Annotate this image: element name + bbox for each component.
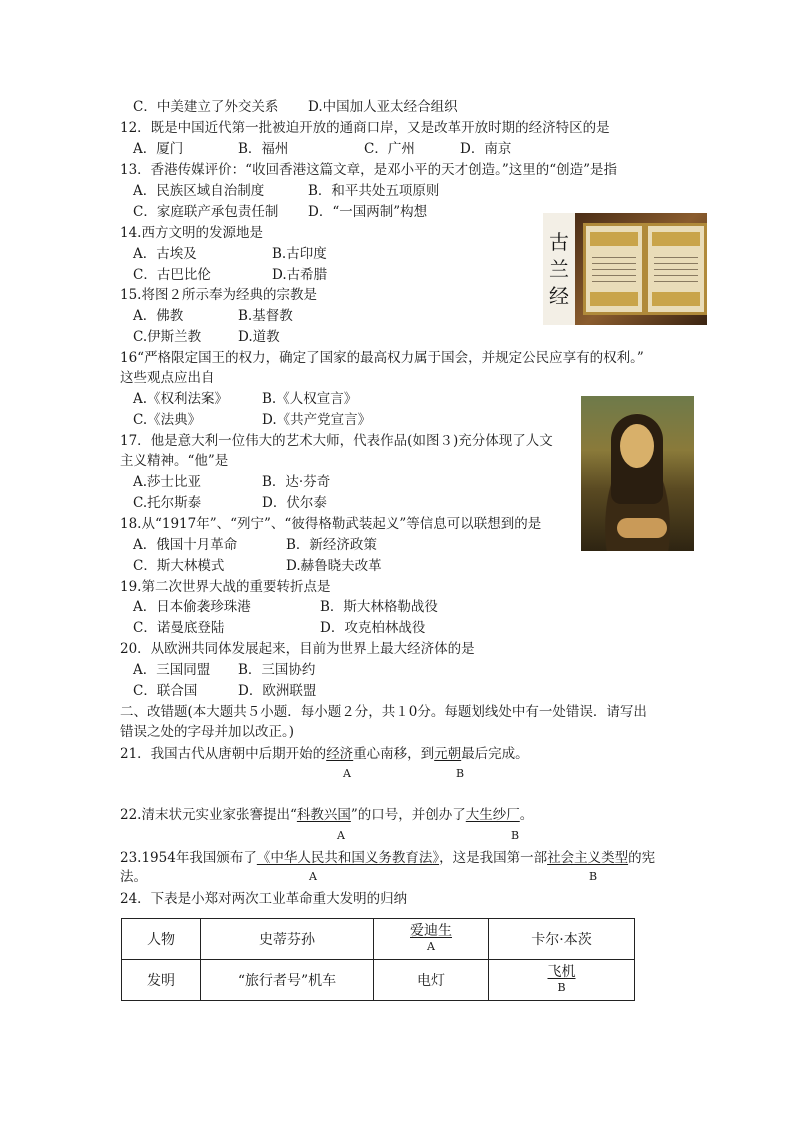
q12-stem: 12．既是中国近代第一批被迫开放的通商口岸，又是改革开放时期的经济特区的是 [120, 120, 610, 136]
q12-option-c: C．广州 [364, 141, 415, 157]
q21-underline-a: 经济 [326, 746, 354, 762]
q11-option-d: D.中国加人亚太经合组织 [308, 99, 458, 115]
q13-option-a: A．民族区域自治制度 [133, 183, 265, 199]
q16-stem-line1: 16“严格限定国王的权力，确定了国家的最高权力属于国会，并规定公民应享有的权利。” [120, 350, 644, 366]
section2-heading-line1: 二、改错题(本大题共５小题．每小题２分，共１0分。每题划线处中有一处错误．请写出 [120, 704, 647, 720]
table-row [122, 960, 635, 1001]
quran-image [543, 213, 707, 325]
q16-stem-line2: 这些观点应出自 [120, 370, 215, 386]
q13-option-c: C．家庭联产承包责任制 [133, 204, 279, 220]
table-cell: 电灯 [374, 960, 489, 1001]
section2-heading-line2: 错误之处的字母并加以改正。) [120, 724, 295, 740]
table-cell: “旅行者号”机车 [201, 960, 374, 1001]
quran-label-char: 经 [549, 283, 569, 308]
inventions-table [121, 918, 635, 1001]
q19-option-b: B．斯大林格勒战役 [320, 599, 438, 615]
q17-option-c: C.托尔斯泰 [133, 495, 202, 511]
q18-option-b: B．新经济政策 [286, 537, 377, 553]
quran-label-char: 古 [549, 229, 569, 254]
table-cell: 飞机 B [489, 960, 635, 1001]
q22-underline-a: 科教兴国 [296, 807, 351, 823]
q23-underline-b: 社会主义类型 [547, 850, 629, 866]
q19-option-a: A．日本偷袭珍珠港 [133, 599, 251, 615]
q16-option-a: A.《权利法案》 [133, 391, 229, 407]
q22-stem: 22.清末状元实业家张謇提出“科教兴国”的口号，并创办了大生纱厂。 [120, 807, 534, 823]
q14-option-b: B.古印度 [272, 246, 327, 262]
q17-option-b: B．达·芬奇 [262, 474, 331, 490]
table-cell: 史蒂芬孙 [201, 919, 374, 960]
q20-option-d: D．欧洲联盟 [238, 683, 317, 699]
q13-option-b: B．和平共处五项原则 [308, 183, 440, 199]
table-cell: 卡尔·本茨 [489, 919, 635, 960]
q23-mark-a: A [309, 870, 317, 883]
quran-book-illustration [575, 213, 707, 325]
q18-option-c: C．斯大林模式 [133, 558, 225, 574]
q18-option-a: A．俄国十月革命 [133, 537, 238, 553]
q23-underline-a: 《中华人民共和国义务教育法》 [256, 850, 440, 866]
q18-stem: 18.从“1917年”、“列宁”、“彼得格勒武装起义”等信息可以联想到的是 [120, 516, 542, 532]
q18-option-d: D.赫鲁晓夫改革 [286, 558, 382, 574]
q16-option-d: D.《共产党宣言》 [262, 412, 372, 428]
q12-option-a: A．厦门 [133, 141, 184, 157]
q17-stem-line1: 17．他是意大利一位伟大的艺术大师，代表作品(如图３)充分体现了人文 [120, 433, 553, 449]
q14-stem: 14.西方文明的发源地是 [120, 225, 263, 241]
q11-option-c: C．中美建立了外交关系 [133, 99, 279, 115]
table-cell: 爱迪生 A [374, 919, 489, 960]
q16-option-c: C.《法典》 [133, 412, 202, 428]
mona-lisa-image [581, 396, 694, 551]
q16-option-b: B.《人权宣言》 [262, 391, 358, 407]
q14-option-d: D.古希腊 [272, 267, 328, 283]
q15-stem: 15.将图２所示奉为经典的宗教是 [120, 287, 317, 303]
q20-stem: 20．从欧洲共同体发展起来，目前为世界上最大经济体的是 [120, 641, 475, 657]
q17-option-d: D．伏尔泰 [262, 495, 327, 511]
q13-option-d: D．“一国两制”构想 [308, 204, 428, 220]
q21-mark-a: A [343, 767, 351, 780]
q22-underline-b: 大生纱厂 [465, 807, 520, 823]
table-row [122, 919, 635, 960]
q19-option-c: C．诺曼底登陆 [133, 620, 225, 636]
q23-stem-line2: 法。 [120, 869, 147, 885]
q15-option-b: B.基督教 [238, 308, 293, 324]
q20-option-a: A．三国同盟 [133, 662, 211, 678]
q23-stem: 23.1954年我国颁布了《中华人民共和国义务教育法》，这是我国第一部社会主义类型的宪 [120, 850, 656, 866]
q15-option-d: D.道教 [238, 329, 280, 345]
q21-underline-b: 元朝 [434, 746, 462, 762]
q20-option-b: B．三国协约 [238, 662, 316, 678]
quran-label [543, 213, 575, 325]
table-row-header: 发明 [122, 960, 201, 1001]
q22-mark-b: B [511, 829, 520, 842]
quran-label-char: 兰 [549, 256, 569, 281]
q20-option-c: C．联合国 [133, 683, 198, 699]
q14-option-a: A．古埃及 [133, 246, 197, 262]
q14-option-c: C．古巴比伦 [133, 267, 211, 283]
q13-stem: 13．香港传媒评价：“收回香港这篇文章，是邓小平的天才创造。”这里的“创造”是指 [120, 162, 618, 178]
q17-option-a: A.莎士比亚 [133, 474, 202, 490]
q21-stem: 21．我国古代从唐朝中后期开始的经济重心南移，到元朝最后完成。 [120, 746, 529, 762]
q19-stem: 19.第二次世界大战的重要转折点是 [120, 579, 331, 595]
q17-stem-line2: 主义精神。“他”是 [120, 453, 229, 469]
table-row-header: 人物 [122, 919, 201, 960]
q12-option-b: B．福州 [238, 141, 289, 157]
q12-option-d: D．南京 [460, 141, 512, 157]
q15-option-c: C.伊斯兰教 [133, 329, 202, 345]
q21-mark-b: B [456, 767, 465, 780]
q15-option-a: A．佛教 [133, 308, 184, 324]
q23-mark-b: B [589, 870, 598, 883]
q22-mark-a: A [337, 829, 345, 842]
q19-option-d: D．攻克柏林战役 [320, 620, 426, 636]
q24-stem: 24．下表是小郑对两次工业革命重大发明的归纳 [120, 891, 408, 907]
